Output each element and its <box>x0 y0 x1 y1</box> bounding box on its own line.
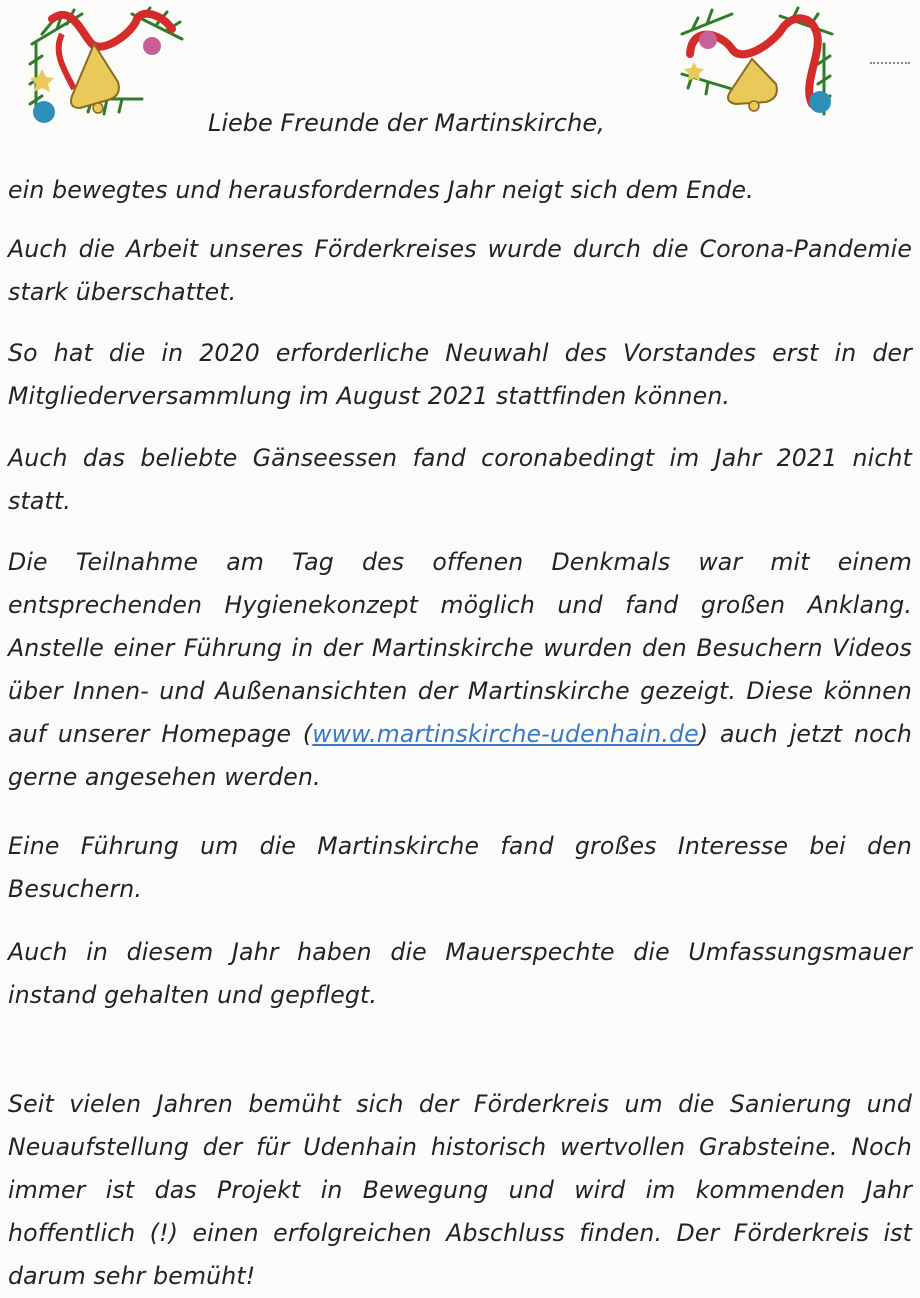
paragraph-fuehrung: Eine Führung um die Martinskirche fand großes Interesse bei den Besuchern. <box>8 832 912 903</box>
greeting: Liebe Freunde der Martinskirche, <box>208 109 605 137</box>
paragraph-mauerspechte: Auch in diesem Jahr haben die Mauerspechte die Umfassungsmauer instand gehalten und gepflegt. <box>8 938 912 1009</box>
christmas-bell-decoration-icon <box>22 4 190 134</box>
homepage-link[interactable]: www.martinskirche-udenhain.de <box>312 720 699 748</box>
paragraph-gaenseessen: Auch das beliebte Gänseessen fand coronabedingt im Jahr 2021 nicht statt. <box>8 444 912 515</box>
paragraph-denkmal-text-end: ) auch jetzt noch gerne angesehen werden. <box>8 720 912 791</box>
paragraph-intro: ein bewegtes und herausforderndes Jahr neigt sich dem Ende. <box>8 176 754 204</box>
christmas-bell-decoration-icon <box>672 4 840 134</box>
paragraph-corona: Auch die Arbeit unseres Förderkreises wurde durch die Corona-Pandemie stark überschattet. <box>8 235 912 306</box>
paragraph-denkmal <box>8 541 912 799</box>
paragraph-neuwahl: So hat die in 2020 erforderliche Neuwahl des Vorstandes erst in der Mitgliederversammlung im August 2021 stattfinden können. <box>8 339 912 410</box>
scan-mark <box>870 62 910 66</box>
paragraph-grabsteine: Seit vielen Jahren bemüht sich der Förderkreis um die Sanierung und Neuaufstellung der für Udenhain historisch wertvollen Grabsteine. Noch immer ist das Projekt in Bewegung und wird im kommenden Jahr hoffentlich (!) einen erfolgreichen Abschluss finden. Der Förderkreis ist darum sehr bemüht! <box>8 1090 912 1290</box>
paragraph-denkmal-text: Die Teilnahme am Tag des offenen Denkmals war mit einem entsprechenden Hygienekonzept möglich und fand großen Anklang. Anstelle einer Führung in der Martinskirche wurden den Besuchern Videos über Innen- und Außenansichten der Martinskirche gezeigt. Diese können auf unserer Homepage ( <box>8 548 912 748</box>
